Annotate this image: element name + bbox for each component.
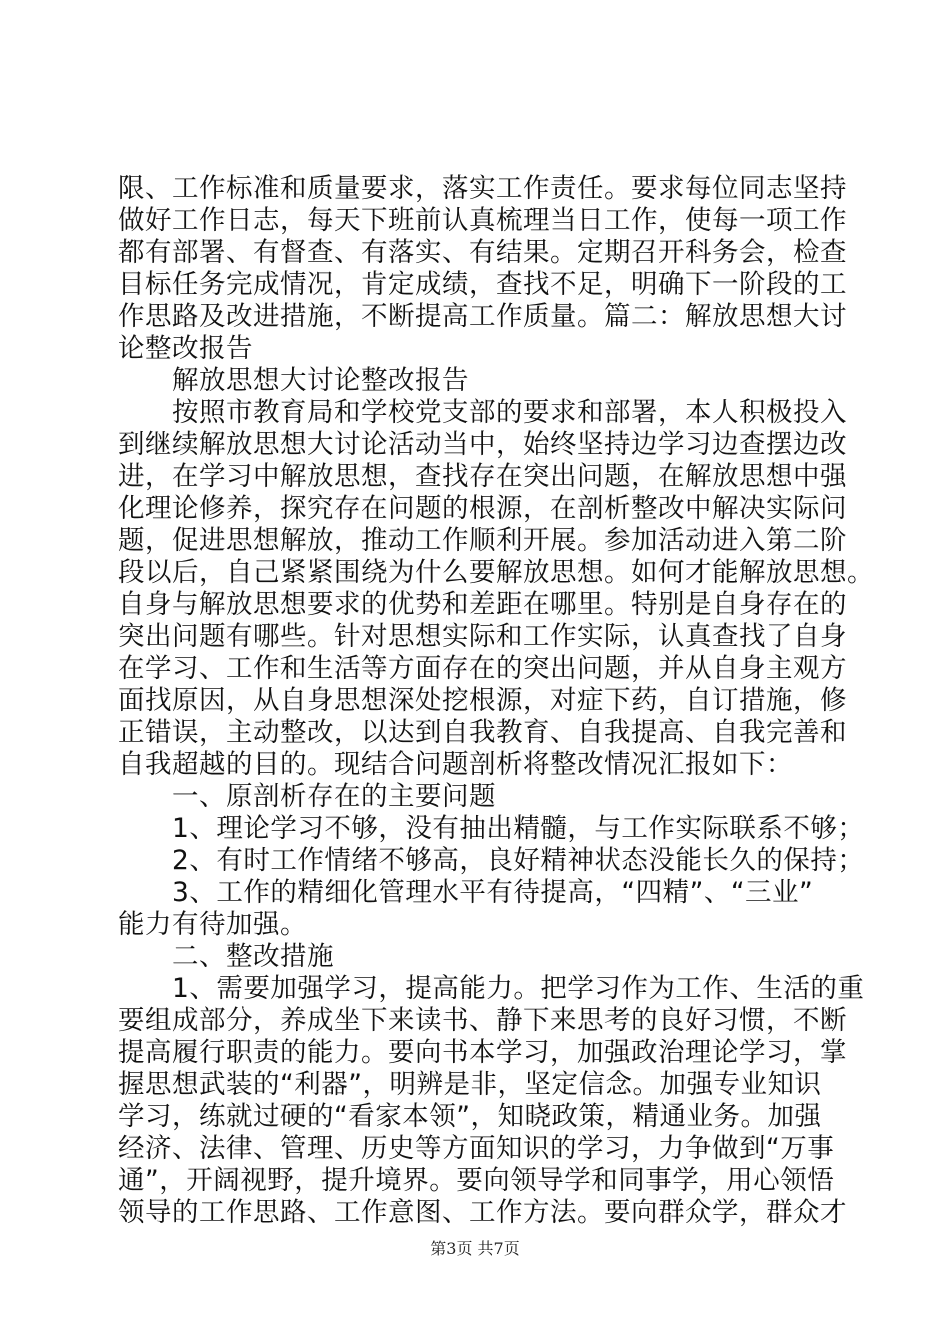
text-line: 学习，练就过硬的“看家本领”，知晓政策，精通业务。加强 [118, 1101, 822, 1132]
text-line: 能力有待加强。 [118, 909, 307, 940]
text-line: 面找原因，从自身思想深处挖根源，对症下药，自订措施，修 [118, 685, 847, 716]
text-line: 论整改报告 [118, 333, 253, 364]
page-footer: 第3页 共7页 [430, 1239, 520, 1258]
text-line: 自我超越的目的。现结合问题剖析将整改情况汇报如下： [118, 749, 793, 780]
text-line: 突出问题有哪些。针对思想实际和工作实际，认真查找了自身 [118, 621, 847, 652]
text-line: 正错误，主动整改，以达到自我教育、自我提高、自我完善和 [118, 717, 847, 748]
text-line: 自身与解放思想要求的优势和差距在哪里。特别是自身存在的 [118, 589, 847, 620]
list-item: 3、工作的精细化管理水平有待提高，“四精”、“三业” [118, 877, 814, 908]
text-line: 都有部署、有督查、有落实、有结果。定期召开科务会，检查 [118, 237, 847, 268]
text-line: 题，促进思想解放，推动工作顺利开展。参加活动进入第二阶 [118, 525, 847, 556]
text-line: 在学习、工作和生活等方面存在的突出问题，并从自身主观方 [118, 653, 847, 684]
section-heading: 一、原剖析存在的主要问题 [118, 781, 496, 812]
text-line: 要组成部分，养成坐下来读书、静下来思考的良好习惯，不断 [118, 1005, 847, 1036]
text-line: 目标任务完成情况，肯定成绩，查找不足，明确下一阶段的工 [118, 269, 847, 300]
text-line: 按照市教育局和学校党支部的要求和部署，本人积极投入 [118, 397, 847, 428]
text-line: 作思路及改进措施，不断提高工作质量。篇二：解放思想大讨 [118, 301, 847, 332]
text-line: 通”，开阔视野，提升境界。要向领导学和同事学，用心领悟 [118, 1165, 835, 1196]
text-line: 段以后，自己紧紧围绕为什么要解放思想。如何才能解放思想。 [118, 557, 874, 588]
text-line: 做好工作日志，每天下班前认真梳理当日工作，使每一项工作 [118, 205, 847, 236]
text-line: 领导的工作思路、工作意图、工作方法。要向群众学，群众才 [118, 1197, 847, 1228]
text-line: 化理论修养，探究存在问题的根源，在剖析整改中解决实际问 [118, 493, 847, 524]
text-line: 提高履行职责的能力。要向书本学习，加强政治理论学习，掌 [118, 1037, 847, 1068]
list-item: 1、需要加强学习，提高能力。把学习作为工作、生活的重 [118, 973, 865, 1004]
text-line: 进，在学习中解放思想，查找存在突出问题，在解放思想中强 [118, 461, 847, 492]
text-line: 握思想武装的“利器”，明辨是非，坚定信念。加强专业知识 [118, 1069, 822, 1100]
section-heading: 二、整改措施 [118, 941, 334, 972]
text-line: 经济、法律、管理、历史等方面知识的学习，力争做到“万事 [118, 1133, 835, 1164]
text-line: 限、工作标准和质量要求，落实工作责任。要求每位同志坚持 [118, 173, 847, 204]
list-item: 1、理论学习不够，没有抽出精髓，与工作实际联系不够； [118, 813, 865, 844]
section-title: 解放思想大讨论整改报告 [118, 365, 469, 396]
list-item: 2、有时工作情绪不够高，良好精神状态没能长久的保持； [118, 845, 865, 876]
text-line: 到继续解放思想大讨论活动当中，始终坚持边学习边查摆边改 [118, 429, 847, 460]
